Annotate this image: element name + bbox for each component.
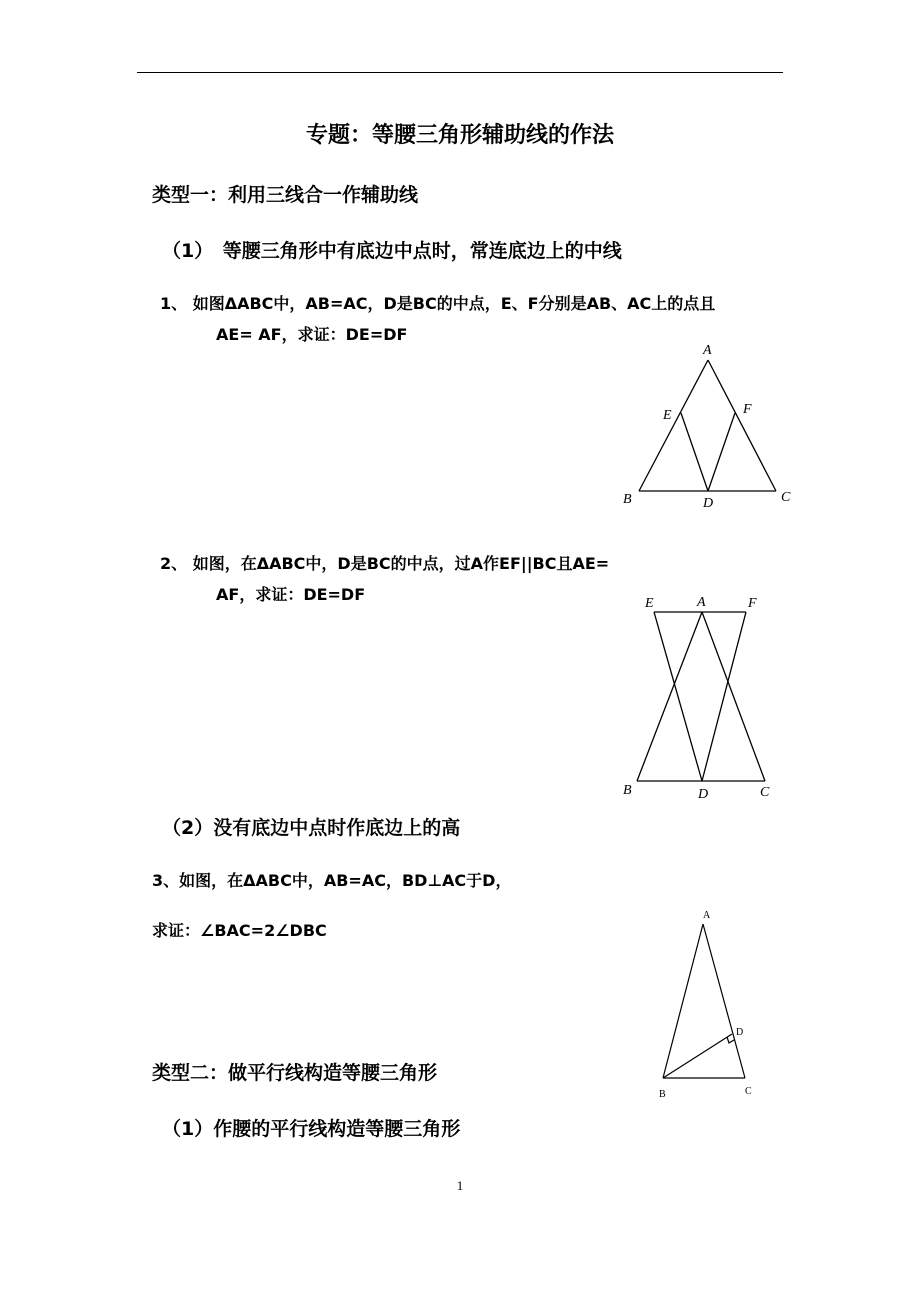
fig2-label-b: B: [623, 783, 632, 798]
fig3-label-c: C: [745, 1086, 752, 1097]
section-type1-heading: 类型一：利用三线合一作辅助线: [152, 184, 419, 206]
subsection-2-heading: （2）没有底边中点时作底边上的高: [162, 817, 461, 839]
fig2-label-e: E: [645, 596, 654, 611]
fig3-altitude-bd: [663, 1034, 732, 1078]
fig3-side-ab: [663, 924, 703, 1078]
subsection-1-heading: （1） 等腰三角形中有底边中点时，常连底边上的中线: [162, 240, 622, 262]
fig2-label-c: C: [760, 785, 770, 800]
problem-1-line1: 1、 如图ΔABC中，AB=AC，D是BC的中点，E、F分别是AB、AC上的点且: [160, 294, 716, 313]
fig3-label-a: A: [703, 910, 711, 921]
fig1-label-f: F: [743, 402, 752, 417]
problem-2-line1: 2、 如图，在ΔABC中，D是BC的中点，过A作EF||BC且AE=: [160, 554, 610, 573]
page-title: 专题：等腰三角形辅助线的作法: [305, 123, 614, 148]
fig2-label-d: D: [698, 787, 709, 802]
section-type2-heading: 类型二：做平行线构造等腰三角形: [152, 1062, 438, 1084]
fig3-right-angle-mark: [727, 1037, 734, 1043]
fig1-label-b: B: [623, 492, 632, 507]
type2-subsection-1-heading: （1）作腰的平行线构造等腰三角形: [162, 1118, 461, 1140]
problem-3-line1: 3、如图，在ΔABC中，AB=AC，BD⊥AC于D，: [152, 871, 512, 890]
fig1-label-c: C: [781, 490, 791, 505]
fig1-label-d: D: [703, 496, 714, 511]
fig1-label-e: E: [663, 408, 672, 423]
problem-2-line2: AF，求证：DE=DF: [216, 585, 366, 604]
fig1-label-a: A: [703, 343, 712, 358]
fig2-label-f: F: [748, 596, 757, 611]
fig3-label-b: B: [659, 1089, 666, 1100]
fig3-side-ac: [703, 924, 745, 1078]
fig3-label-d: D: [736, 1027, 744, 1038]
page-number: 1: [456, 1178, 464, 1193]
problem-3-line2: 求证：∠BAC=2∠DBC: [152, 921, 327, 940]
problem-1-line2: AE= AF，求证：DE=DF: [216, 325, 408, 344]
fig2-label-a: A: [697, 595, 706, 610]
